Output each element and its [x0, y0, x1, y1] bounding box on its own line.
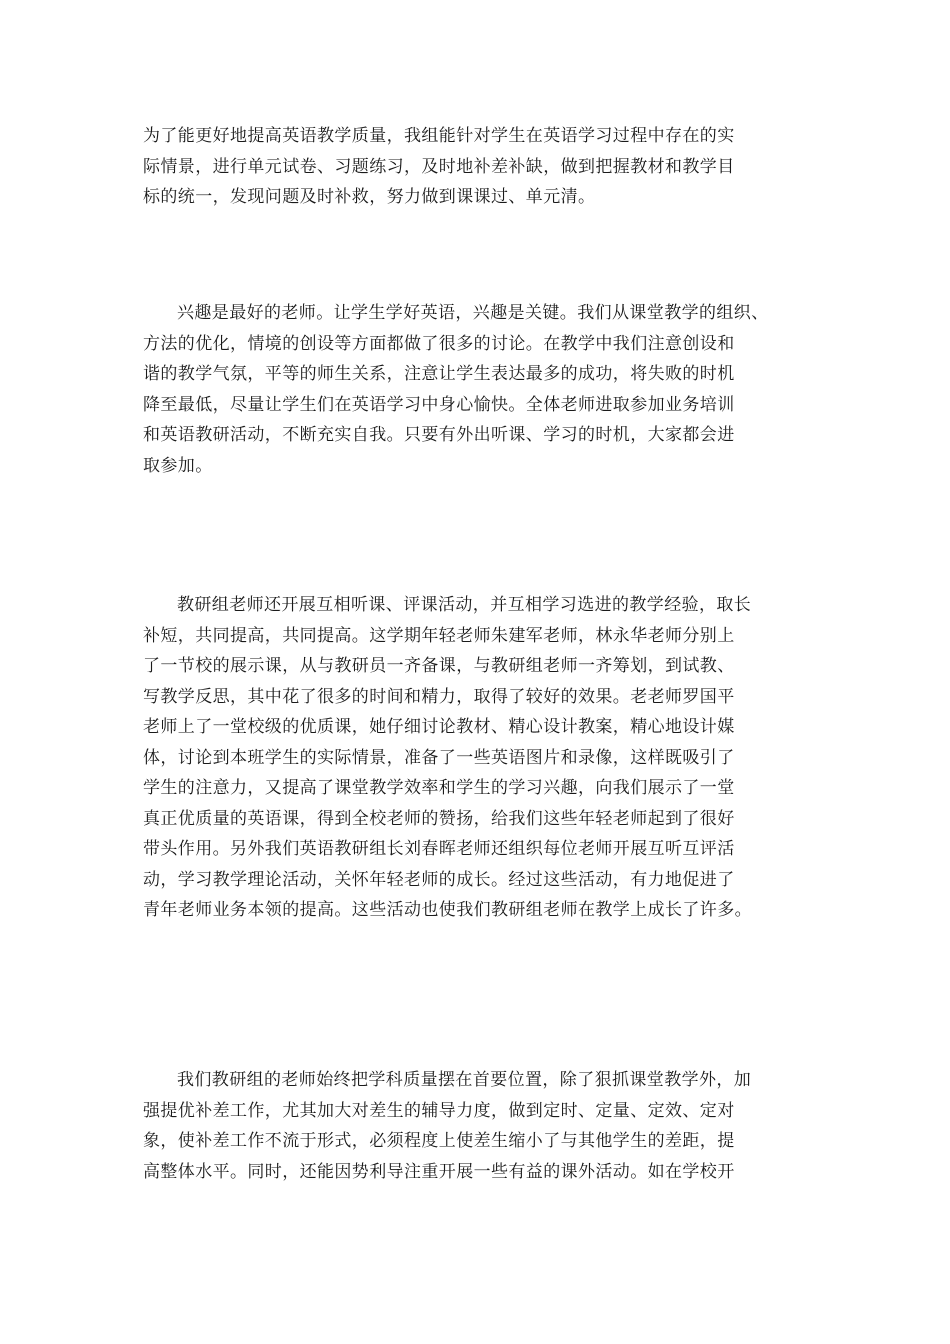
paragraph-line: 教研组老师还开展互相听课、评课活动，并互相学习选进的教学经验，取长	[177, 595, 752, 615]
paragraph-line: 象，使补差工作不流于形式，必须程度上使差生缩小了与其他学生的差距，提	[143, 1131, 735, 1151]
paragraph-line: 动，学习教学理论活动，关怀年轻老师的成长。经过这些活动，有力地促进了	[143, 869, 735, 890]
paragraph-line: 了一节校的展示课，从与教研员一齐备课，与教研组老师一齐筹划，到试教、	[143, 656, 735, 676]
paragraph-1	[143, 121, 735, 213]
paragraph-4	[143, 1065, 751, 1187]
paragraph-line: 兴趣是最好的老师。让学生学好英语，兴趣是关键。我们从课堂教学的组织、	[177, 303, 769, 323]
paragraph-line: 带头作用。另外我们英语教研组长刘春晖老师还组织每位老师开展互听互评活	[143, 839, 735, 859]
paragraph-3	[143, 590, 752, 926]
paragraph-line: 方法的优化，情境的创设等方面都做了很多的讨论。在教学中我们注意创设和	[143, 333, 735, 354]
paragraph-line: 和英语教研活动，不断充实自我。只要有外出听课、学习的时机，大家都会进	[143, 425, 735, 445]
paragraph-line: 强提优补差工作，尤其加大对差生的辅导力度，做到定时、定量、定效、定对	[143, 1100, 735, 1121]
paragraph-line: 际情景，进行单元试卷、习题练习，及时地补差补缺，做到把握教材和教学目	[143, 156, 735, 177]
paragraph-line: 真正优质量的英语课，得到全校老师的赞扬，给我们这些年轻老师起到了很好	[143, 808, 735, 829]
paragraph-2	[143, 298, 769, 481]
paragraph-line: 我们教研组的老师始终把学科质量摆在首要位置，除了狠抓课堂教学外，加	[177, 1070, 752, 1090]
paragraph-line: 谐的教学气氛，平等的师生关系，注意让学生表达最多的成功，将失败的时机	[143, 364, 735, 384]
paragraph-line: 体，讨论到本班学生的实际情景，准备了一些英语图片和录像，这样既吸引了	[143, 747, 735, 768]
paragraph-line: 青年老师业务本领的提高。这些活动也使我们教研组老师在教学上成长了许多。	[143, 900, 752, 920]
paragraph-line: 降至最低，尽量让学生们在英语学习中身心愉快。全体老师进取参加业务培训	[143, 394, 735, 415]
paragraph-line: 写教学反思，其中花了很多的时间和精力，取得了较好的效果。老老师罗国平	[143, 686, 735, 707]
paragraph-line: 高整体水平。同时，还能因势利导注重开展一些有益的课外活动。如在学校开	[143, 1161, 735, 1182]
paragraph-line: 取参加。	[143, 455, 213, 476]
paragraph-line: 标的统一，发现问题及时补救，努力做到课课过、单元清。	[143, 187, 596, 207]
paragraph-line: 老师上了一堂校级的优质课，她仔细讨论教材、精心设计教案，精心地设计媒	[143, 717, 735, 737]
paragraph-line: 学生的注意力，又提高了课堂教学效率和学生的学习兴趣，向我们展示了一堂	[143, 778, 735, 798]
paragraph-line: 为了能更好地提高英语教学质量，我组能针对学生在英语学习过程中存在的实	[143, 126, 735, 146]
paragraph-line: 补短，共同提高，共同提高。这学期年轻老师朱建军老师，林永华老师分别上	[143, 625, 735, 646]
